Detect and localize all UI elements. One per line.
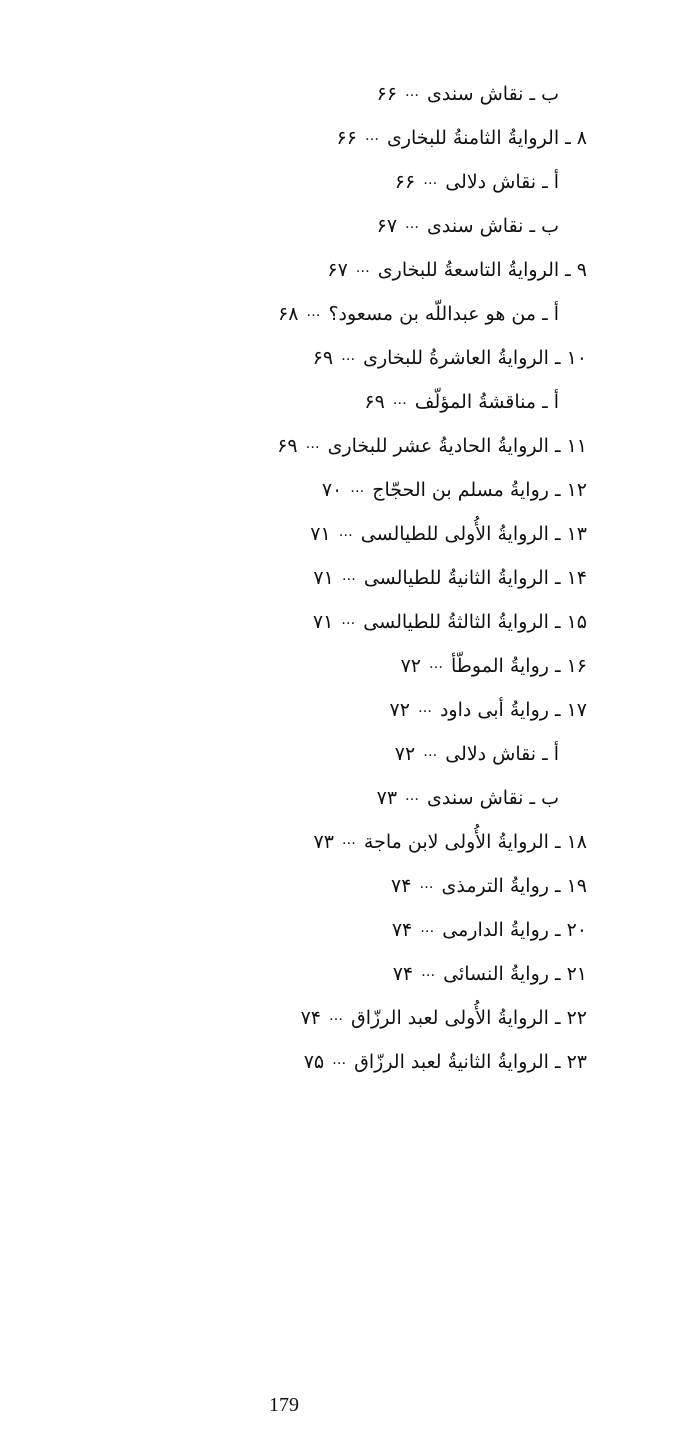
- toc-entry-page: ۶۷: [327, 259, 348, 281]
- toc-entry: [67, 466, 587, 510]
- toc-entry-page: ۶۶: [394, 171, 416, 193]
- toc-entry-title: ۲۰ ـ روايةُ الدارمى: [442, 919, 587, 941]
- toc-leader-dots: …: [405, 216, 420, 232]
- toc-entry-page: ۷۱: [313, 567, 334, 589]
- toc-entry-title: ۲۱ ـ روايةُ النسائى: [443, 963, 587, 985]
- toc-leader-dots: …: [423, 172, 438, 188]
- table-of-contents: [67, 70, 587, 1082]
- toc-entry-page: ۷۳: [313, 831, 334, 853]
- toc-entry: [67, 554, 587, 598]
- toc-entry: [67, 510, 587, 554]
- toc-entry-title: ب ـ نقاش سندى: [427, 83, 559, 105]
- toc-entry-title: ۱۷ ـ روايةُ أبى داود: [439, 699, 587, 721]
- toc-leader-dots: …: [405, 84, 420, 100]
- toc-entry-page: ۷۱: [312, 611, 334, 633]
- toc-entry: [67, 334, 587, 378]
- toc-leader-dots: …: [355, 260, 370, 276]
- toc-subentry: [67, 70, 587, 114]
- toc-leader-dots: …: [341, 568, 356, 584]
- toc-entry-title: ۹ ـ الروايةُ التاسعةُ للبخارى: [377, 259, 587, 281]
- toc-entry-page: ۷۲: [400, 655, 421, 677]
- toc-entry-page: ۷۴: [391, 875, 412, 897]
- toc-subentry: [67, 158, 587, 202]
- toc-entry-page: ۶۹: [364, 391, 385, 413]
- toc-entry-page: ۶۸: [278, 303, 299, 325]
- toc-leader-dots: …: [423, 744, 438, 760]
- toc-subentry: [67, 202, 587, 246]
- toc-entry-page: ۷۰: [321, 479, 343, 501]
- toc-entry: [67, 906, 587, 950]
- toc-entry-title: أ ـ مناقشةُ المؤلّف: [414, 391, 559, 413]
- toc-entry-title: ۸ ـ الروايةُ الثامنةُ للبخارى: [386, 127, 587, 149]
- toc-entry: [67, 598, 587, 642]
- toc-leader-dots: …: [420, 920, 435, 936]
- toc-entry: [67, 862, 587, 906]
- toc-entry: [67, 950, 587, 994]
- toc-entry-title: ۱۸ ـ الروايةُ الأُولى لابن ماجة: [363, 831, 587, 853]
- toc-entry: [67, 994, 587, 1038]
- toc-leader-dots: …: [429, 656, 443, 672]
- toc-entry-page: ۷۴: [391, 919, 413, 941]
- toc-entry-title: ۱۲ ـ روايةُ مسلم بن الحجّاج: [372, 479, 587, 501]
- toc-leader-dots: …: [332, 1052, 347, 1068]
- toc-entry-page: ۶۹: [277, 435, 298, 457]
- toc-entry-page: ۷۴: [300, 1007, 321, 1029]
- toc-subentry: [67, 730, 587, 774]
- toc-entry: [67, 114, 587, 158]
- toc-entry-title: أ ـ نقاش دلالى: [445, 171, 559, 193]
- toc-leader-dots: …: [341, 832, 356, 848]
- toc-subentry: [67, 774, 587, 818]
- toc-entry: [67, 1038, 587, 1082]
- toc-entry-title: أ ـ نقاش دلالى: [445, 743, 559, 765]
- toc-leader-dots: …: [405, 788, 420, 804]
- toc-leader-dots: …: [392, 392, 407, 408]
- toc-entry: [67, 686, 587, 730]
- toc-entry-title: ۲۳ ـ الروايةُ الثانيةُ لعبد الرزّاق: [354, 1051, 587, 1073]
- page-number: 179: [269, 1394, 299, 1416]
- toc-entry-title: ب ـ نقاش سندى: [427, 787, 559, 809]
- toc-leader-dots: …: [419, 876, 434, 892]
- toc-entry-title: ۱۵ ـ الروايةُ الثالثةُ للطيالسى: [363, 611, 587, 633]
- toc-entry-page: ۶۷: [376, 215, 398, 237]
- toc-entry-title: ۱۱ ـ الروايةُ الحاديةُ عشر للبخارى: [327, 435, 587, 457]
- toc-entry-page: ۷۱: [310, 523, 331, 545]
- toc-entry-title: ۱۰ ـ الروايةُ العاشرةُ للبخارى: [363, 347, 587, 369]
- toc-entry-title: أ ـ من هو عبداللّه بن مسعود؟: [328, 303, 559, 325]
- toc-entry-title: ۱۳ ـ الروايةُ الأُولى للطيالسى: [360, 523, 587, 545]
- toc-leader-dots: …: [341, 612, 356, 628]
- toc-entry-page: ۷۳: [376, 787, 398, 809]
- toc-leader-dots: …: [305, 436, 320, 452]
- toc-subentry: [67, 290, 587, 334]
- toc-leader-dots: …: [329, 1008, 343, 1024]
- toc-entry-page: ۶۹: [312, 347, 334, 369]
- toc-leader-dots: …: [350, 480, 365, 496]
- toc-entry-page: ۶۶: [336, 127, 357, 149]
- toc-entry-page: ۷۲: [389, 699, 410, 721]
- toc-entry-page: ۷۴: [392, 963, 414, 985]
- toc-entry-title: ۲۲ ـ الروايةُ الأُولى لعبد الرزّاق: [351, 1007, 587, 1029]
- toc-entry-title: ۱۴ ـ الروايةُ الثانيةُ للطيالسى: [363, 567, 587, 589]
- toc-entry-page: ۷۲: [394, 743, 416, 765]
- toc-entry-title: ب ـ نقاش سندى: [427, 215, 559, 237]
- toc-entry: [67, 818, 587, 862]
- toc-leader-dots: …: [417, 700, 432, 716]
- toc-entry: [67, 642, 587, 686]
- toc-leader-dots: …: [341, 348, 356, 364]
- toc-leader-dots: …: [306, 304, 321, 320]
- toc-entry: [67, 422, 587, 466]
- toc-entry-page: ۷۵: [303, 1051, 325, 1073]
- toc-entry-title: ۱۶ ـ روايةُ الموطّأ: [451, 655, 587, 677]
- toc-entry: [67, 246, 587, 290]
- toc-leader-dots: …: [364, 128, 379, 144]
- toc-leader-dots: …: [338, 524, 353, 540]
- toc-subentry: [67, 378, 587, 422]
- toc-leader-dots: …: [421, 964, 436, 980]
- toc-entry-page: ۶۶: [376, 83, 398, 105]
- toc-entry-title: ۱۹ ـ روايةُ الترمذى: [441, 875, 587, 897]
